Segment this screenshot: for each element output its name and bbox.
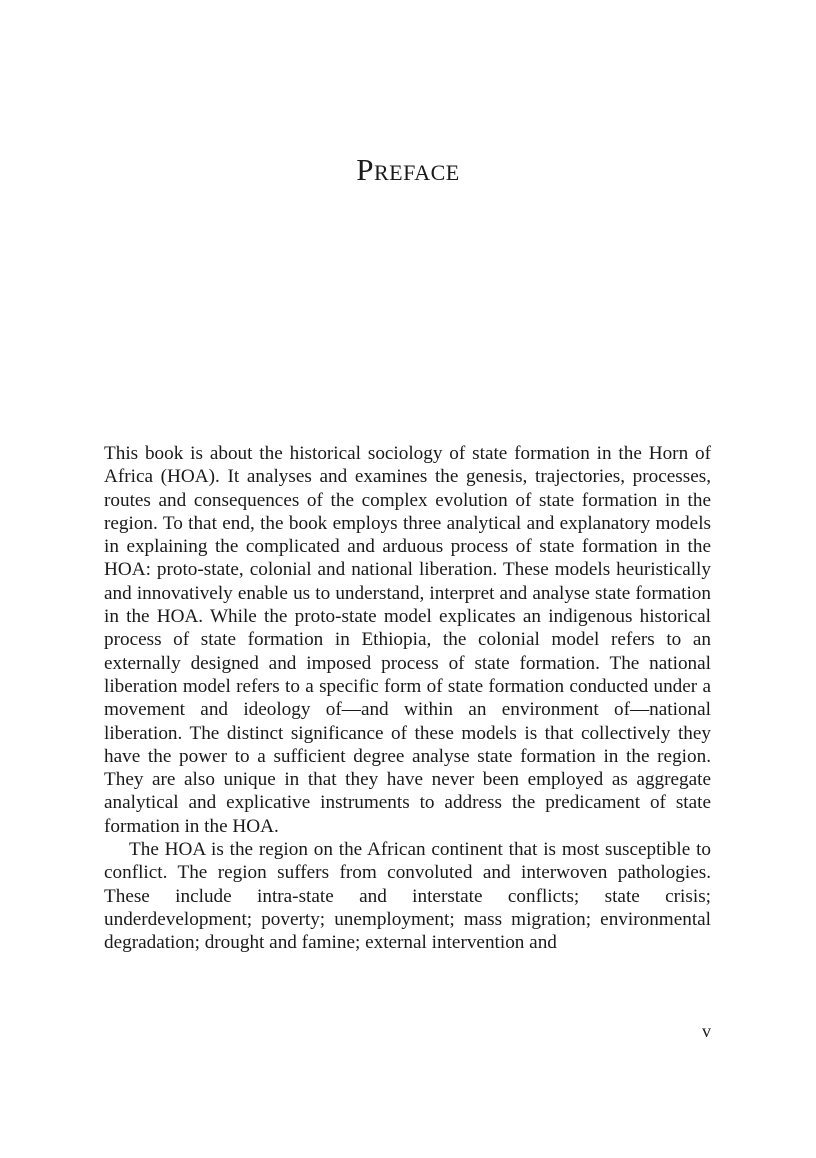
page-number: v — [702, 1021, 711, 1041]
paragraph-2: The HOA is the region on the African continent that is most susceptible to conflict. The region suffers from convoluted and interwoven pathologies. These include intra-state and interstate conflicts; state crisis; underdevelopment; poverty; unemployment; mass migration; environmental degradation; drought and famine; external intervention and — [104, 839, 711, 954]
paragraph-1: This book is about the historical sociology of state formation in the Horn of Africa (HOA). It analyses and examines the genesis, trajectories, processes, routes and consequences of the complex evolution of state formation in the region. To that end, the book employs three analytical and explanatory models in explaining the complicated and arduous process of state formation in the HOA: proto-state, colonial and national liberation. These models heuristically and innovatively enable us to understand, interpret and analyse state formation in the HOA. While the proto-state model explicates an indigenous historical process of state formation in Ethiopia, the colonial model refers to an externally designed and imposed process of state formation. The national liberation model refers to a specific form of state formation conducted under a movement and ideology of—and within an environment of—national liberation. The distinct significance of these models is that collectively they have the power to a sufficient degree analyse state formation in the region. They are also unique in that they have never been employed as aggregate analytical and explicative instruments to address the predicament of state formation in the HOA. — [104, 443, 711, 837]
body-text — [104, 442, 711, 955]
page-title: Preface — [356, 152, 460, 187]
